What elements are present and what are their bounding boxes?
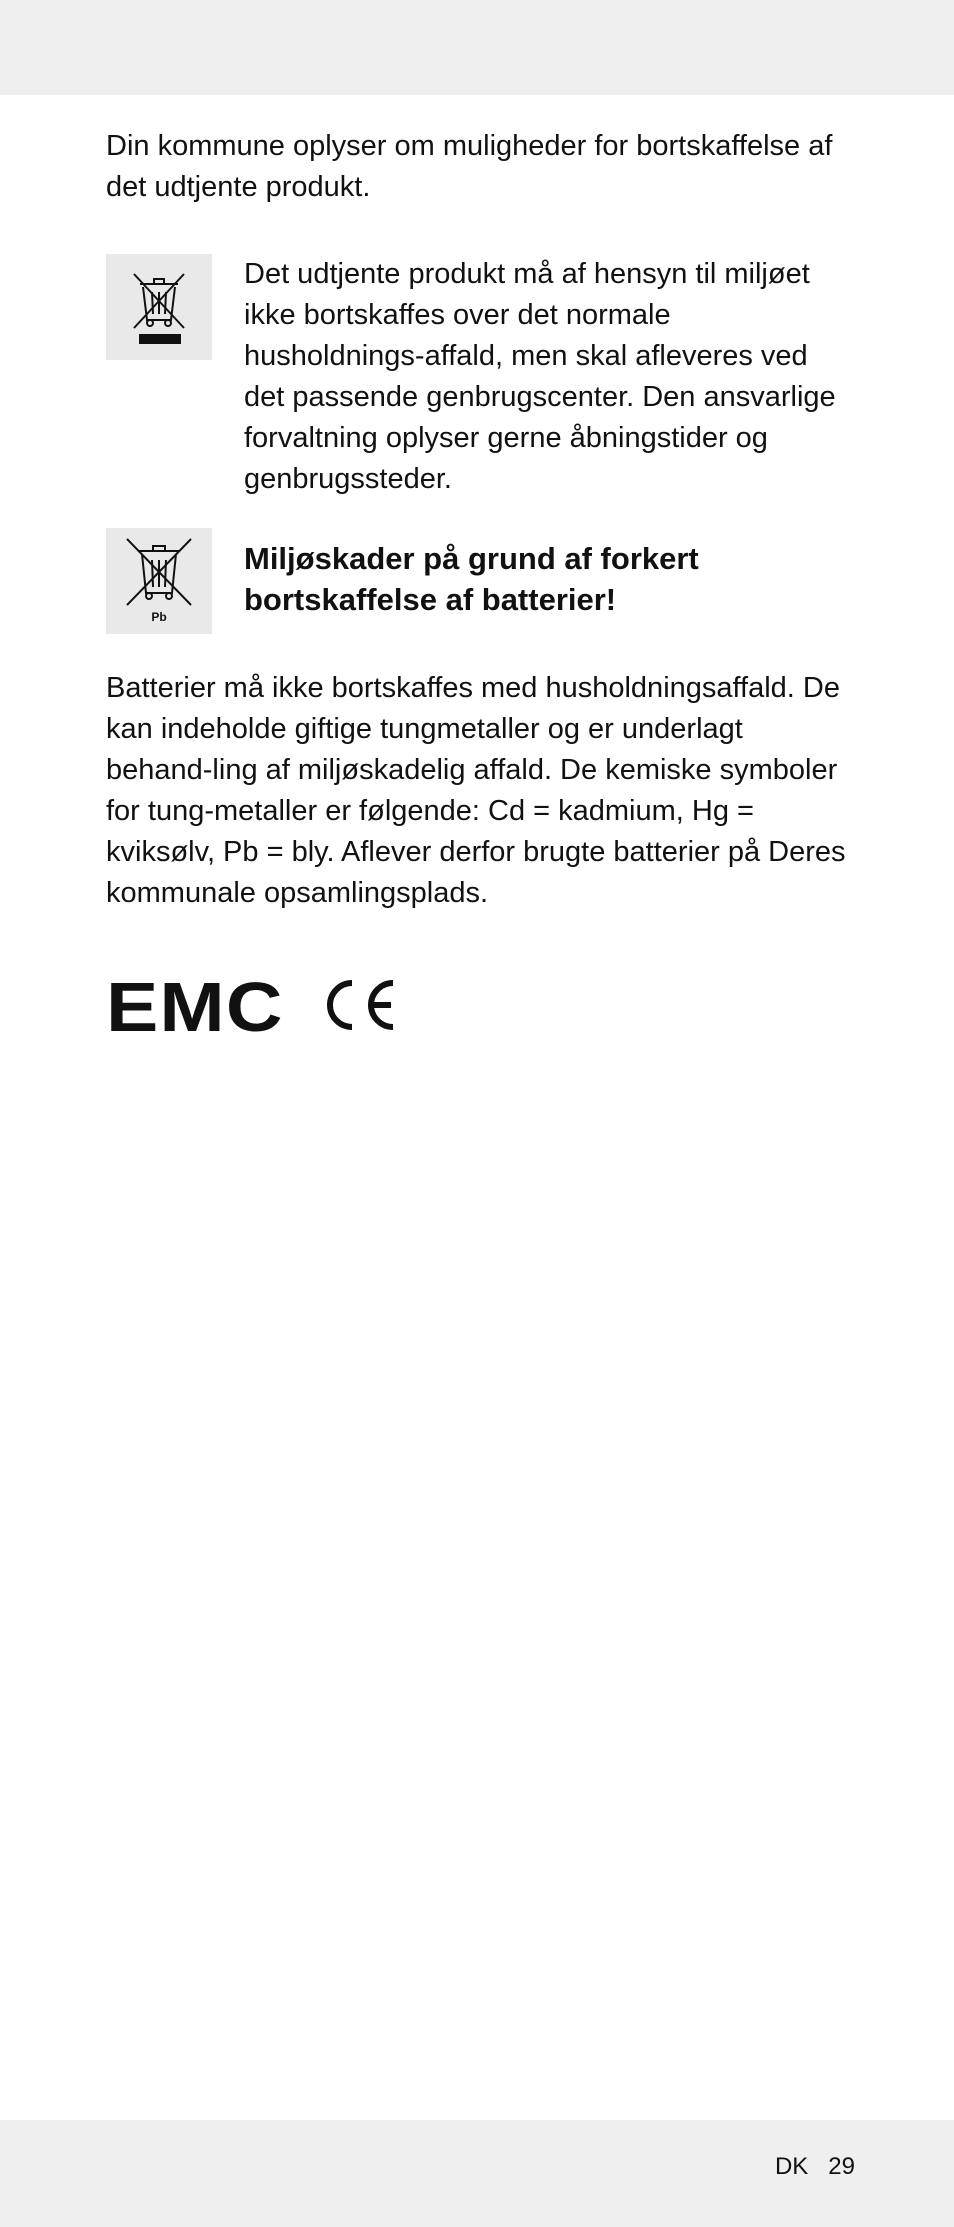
emc-mark: EMC bbox=[106, 968, 284, 1046]
battery-icon-label: Pb bbox=[151, 610, 167, 624]
page-number: 29 bbox=[828, 2153, 855, 2180]
crossed-out-battery-bin-icon bbox=[106, 528, 212, 634]
page-footer bbox=[775, 2152, 855, 2182]
battery-warning-section bbox=[106, 528, 852, 634]
certification-marks bbox=[106, 968, 852, 1046]
ce-mark-icon bbox=[319, 977, 397, 1038]
warning-heading: Miljøskader på grund af forkert bortskaffelse af batterier! bbox=[244, 541, 699, 617]
header-band bbox=[0, 0, 954, 95]
battery-paragraph: Batterier må ikke bortskaffes med husholdningsaffald. De kan indeholde giftige tungmetaller og er underlagt behand-ling af miljøskadelig affald. De kemiske symboler for tung-metaller er følgende: Cd = kadmium, Hg = kviksølv, Pb = bly. Aflever derfor brugte batterier på Deres kommunale opsamlingsplads. bbox=[106, 672, 846, 909]
crossed-out-bin-icon bbox=[106, 254, 212, 360]
weee-section bbox=[106, 254, 852, 500]
page-content bbox=[106, 126, 852, 1046]
intro-paragraph: Din kommune oplyser om muligheder for bortskaffelse af det udtjente produkt. bbox=[106, 130, 833, 203]
weee-paragraph: Det udtjente produkt må af hensyn til miljøet ikke bortskaffes over det normale husholdnings-affald, men skal afleveres ved det passende genbrugscenter. Den ansvarlige forvaltning oplyser gerne åbningstider og genbrugssteder. bbox=[244, 258, 836, 495]
footer-language: DK bbox=[774, 2153, 809, 2180]
